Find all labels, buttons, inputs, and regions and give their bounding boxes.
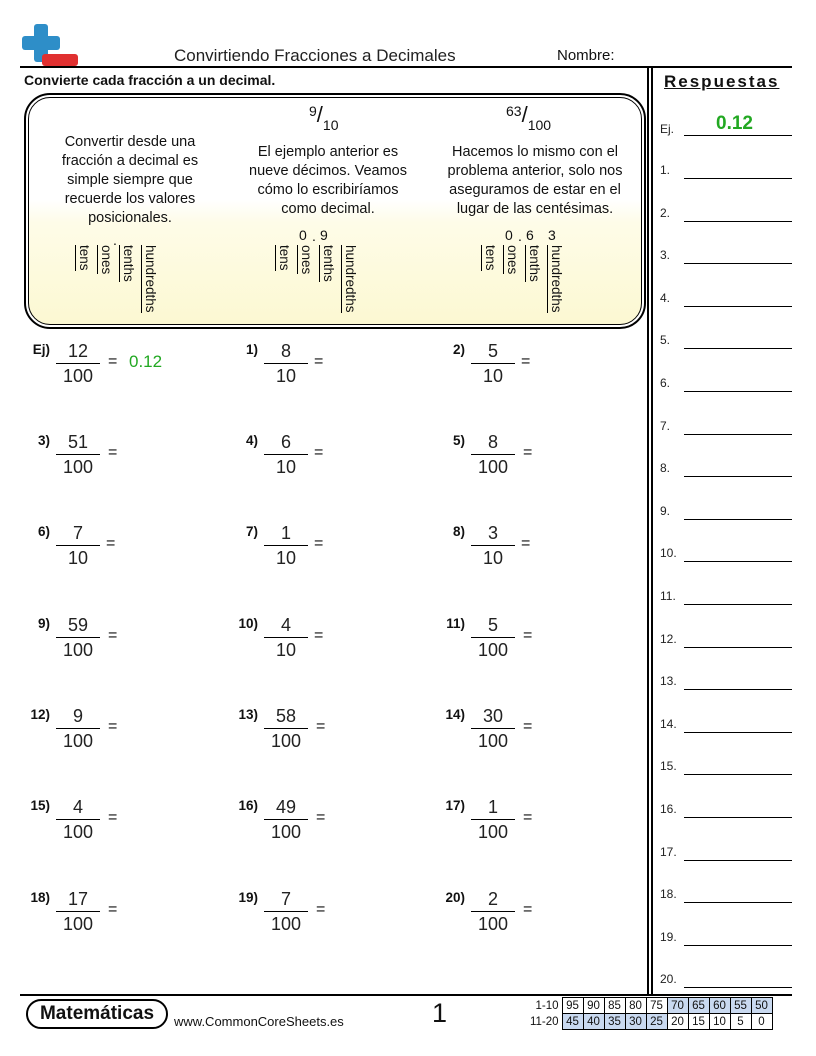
score-cell: 35 (604, 1014, 625, 1030)
score-cell: 30 (625, 1014, 646, 1030)
answer-label: 10. (660, 546, 677, 561)
denominator: 100 (477, 731, 509, 751)
numerator: 7 (280, 889, 291, 909)
denominator: 10 (67, 548, 89, 568)
problem-number: 15) (30, 798, 50, 813)
numerator: 7 (72, 523, 83, 543)
problem-number: 9) (37, 616, 50, 631)
fraction (56, 340, 100, 387)
equals-sign: = (108, 809, 118, 826)
answer-label: 11. (660, 589, 676, 603)
problem-number: 18) (30, 890, 50, 905)
answer-line[interactable] (684, 689, 792, 690)
answer-label: 18. (660, 887, 677, 902)
denominator: 100 (477, 914, 509, 934)
fraction (56, 431, 100, 478)
problem-number: 2) (452, 342, 465, 357)
answer-label: 17. (660, 844, 677, 859)
fraction-bar (56, 911, 100, 912)
fraction-bar (56, 819, 100, 820)
place-hundredths: hundredths (549, 245, 564, 313)
fraction-bar (56, 728, 100, 729)
footer-rule (20, 994, 792, 996)
answer-line[interactable] (684, 348, 792, 349)
answer-line[interactable] (684, 860, 792, 861)
answer-line[interactable] (684, 434, 792, 435)
answer-label: 4. (660, 290, 671, 305)
answer-label: 7. (660, 418, 671, 433)
denominator: 10 (275, 640, 297, 660)
numerator: 4 (280, 615, 291, 635)
fraction (56, 796, 100, 843)
score-cell: 80 (625, 998, 646, 1014)
digit-ones: 0 (299, 227, 307, 243)
score-cell: 15 (688, 1014, 709, 1030)
problem-number: 4) (245, 433, 258, 448)
denominator: 100 (270, 914, 302, 934)
fraction (56, 888, 100, 935)
answer-line[interactable] (684, 647, 792, 648)
fraction-numerator: 9 (309, 103, 317, 119)
equals-sign: = (523, 901, 533, 918)
fraction-bar (264, 728, 308, 729)
answers-title: Respuestas (664, 72, 780, 91)
denominator: 100 (62, 822, 94, 842)
fraction-denominator: 10 (322, 117, 339, 133)
answer-label: 14. (660, 716, 677, 731)
place-ones: ones (505, 245, 520, 275)
score-cell: 25 (646, 1014, 667, 1030)
answer-line[interactable] (684, 221, 792, 222)
fraction (471, 431, 515, 478)
equals-sign: = (316, 809, 326, 826)
fraction (264, 888, 308, 935)
problem-number: 6) (37, 524, 50, 539)
fraction (264, 796, 308, 843)
numerator: 4 (72, 797, 83, 817)
answer-line[interactable] (684, 945, 792, 946)
fraction (264, 431, 308, 478)
example-text-2: El ejemplo anterior es nueve décimos. Veamos cómo lo escribiríamos como decimal. (249, 144, 407, 217)
equals-sign: = (314, 535, 324, 552)
fraction-bar (264, 454, 308, 455)
digit-tenths: 6 (526, 227, 534, 243)
numerator: 1 (487, 797, 498, 817)
equals-sign: = (108, 353, 118, 370)
answer-label: 9. (660, 503, 671, 518)
problem-number: 1) (245, 342, 258, 357)
answer-line[interactable] (684, 476, 792, 477)
equals-sign: = (523, 718, 533, 735)
score-cell: 70 (667, 998, 688, 1014)
answer-label: 6. (660, 376, 671, 390)
numerator: 6 (280, 432, 291, 452)
problem-number: 11) (446, 616, 465, 631)
answer-label: 15. (660, 759, 677, 774)
fraction-bar (471, 637, 515, 638)
numerator: 9 (72, 706, 83, 726)
example-fraction-2: 9/10 (309, 102, 339, 133)
score-row (526, 1014, 772, 1030)
equals-sign: = (523, 809, 533, 826)
denominator: 10 (275, 366, 297, 386)
numerator: 58 (275, 706, 297, 726)
numerator: 8 (487, 432, 498, 452)
place-ones: ones (299, 245, 314, 275)
problem-number: 12) (30, 707, 50, 722)
equals-sign: = (316, 901, 326, 918)
denominator: 100 (62, 731, 94, 751)
fraction-bar (264, 637, 308, 638)
score-row (526, 998, 772, 1014)
score-cell: 40 (583, 1014, 604, 1030)
score-cell: 20 (667, 1014, 688, 1030)
answer-example-value: 0.12 (716, 113, 753, 134)
problem-number: 14) (445, 707, 465, 722)
digit-decimal-point: . (312, 228, 316, 244)
score-cell: 95 (562, 998, 583, 1014)
answer-line[interactable] (684, 902, 792, 903)
place-hundredths: hundredths (143, 245, 158, 313)
numerator: 17 (67, 889, 89, 909)
equals-sign: = (108, 627, 118, 644)
numerator: 5 (487, 615, 498, 635)
denominator: 100 (270, 731, 302, 751)
equals-sign: = (314, 444, 324, 461)
fraction (56, 522, 100, 569)
fraction-bar (56, 363, 100, 364)
fraction-denominator: 100 (527, 117, 552, 133)
digit-decimal-point: . (518, 228, 522, 244)
score-cell: 0 (751, 1014, 772, 1030)
denominator: 100 (62, 366, 94, 386)
place-tenths: tenths (121, 245, 136, 282)
place-tenths: tenths (321, 245, 336, 282)
answer-label: 13. (660, 674, 677, 689)
fraction-bar (471, 545, 515, 546)
answer-label: 2. (660, 205, 671, 220)
digit-ones-decimal-point: . (113, 232, 117, 248)
place-tenths: tenths (527, 245, 542, 282)
fraction (264, 705, 308, 752)
equals-sign: = (108, 901, 118, 918)
fraction (56, 614, 100, 661)
place-tens: tens (277, 245, 292, 271)
equals-sign: = (521, 353, 531, 370)
answer-label: 1. (660, 163, 671, 177)
numerator: 5 (487, 341, 498, 361)
score-cell: 10 (709, 1014, 730, 1030)
fraction (471, 796, 515, 843)
answer-divider (651, 68, 653, 994)
answer-label: 19. (660, 929, 677, 944)
fraction-bar (264, 545, 308, 546)
denominator: 100 (477, 640, 509, 660)
denominator: 10 (482, 366, 504, 386)
fraction (264, 614, 308, 661)
problem-number: 13) (238, 707, 258, 722)
problem-number: 3) (37, 433, 50, 448)
digit-hundredths: 3 (548, 227, 556, 243)
equals-sign: = (523, 627, 533, 644)
answer-line[interactable] (684, 561, 792, 562)
problem-number: 7) (245, 524, 258, 539)
equals-sign: = (314, 353, 324, 370)
problem-number: 8) (452, 524, 465, 539)
answer-label: 16. (660, 802, 677, 816)
fraction-bar (264, 911, 308, 912)
score-table (526, 997, 773, 1030)
score-cell: 85 (604, 998, 625, 1014)
equals-sign: = (523, 444, 533, 461)
score-range-label: 1-10 (535, 999, 559, 1012)
answer-label: 12. (660, 631, 677, 646)
fraction-bar (56, 454, 100, 455)
fraction-bar (56, 545, 100, 546)
answer-line[interactable] (684, 306, 792, 307)
numerator: 49 (275, 797, 297, 817)
name-label: Nombre: (557, 47, 615, 64)
answer-line[interactable] (684, 519, 792, 520)
place-tens: tens (77, 245, 92, 271)
header-rule (20, 66, 792, 68)
score-cell: 55 (730, 998, 751, 1014)
answer-line[interactable] (684, 391, 792, 392)
fraction-bar (471, 911, 515, 912)
digit-ones: 0 (505, 227, 513, 243)
numerator: 30 (482, 706, 504, 726)
example-answer: 0.12 (129, 352, 163, 371)
equals-sign: = (521, 535, 531, 552)
answer-line[interactable] (684, 178, 792, 179)
numerator: 51 (67, 432, 89, 452)
answer-line[interactable] (684, 604, 792, 605)
equals-sign: = (314, 627, 324, 644)
score-cell: 75 (646, 998, 667, 1014)
denominator: 100 (62, 457, 94, 477)
denominator: 100 (477, 457, 509, 477)
answer-label: 8. (660, 461, 671, 476)
equals-sign: = (316, 718, 326, 735)
fraction-bar (471, 819, 515, 820)
answer-line[interactable] (684, 732, 792, 733)
equals-sign: = (108, 718, 118, 735)
answer-example-label: Ej. (660, 122, 675, 136)
fraction-bar (264, 363, 308, 364)
problem-number: 20) (445, 890, 465, 905)
answer-line[interactable] (684, 987, 792, 988)
brand-badge: Matemáticas (26, 999, 168, 1029)
equals-sign: = (106, 535, 116, 552)
place-hundredths: hundredths (343, 245, 358, 313)
problem-number: 10) (238, 616, 258, 631)
fraction-bar (56, 637, 100, 638)
answer-line (684, 135, 792, 136)
worksheet-title: Convirtiendo Fracciones a Decimales (174, 46, 456, 65)
answer-line[interactable] (684, 817, 792, 818)
fraction (471, 614, 515, 661)
problem-number: Ej) (32, 342, 50, 357)
score-cell: 5 (730, 1014, 751, 1030)
plus-minus-icon (22, 24, 80, 68)
score-cell: 45 (562, 1014, 583, 1030)
example-text-1: Convertir desde una fracción a decimal es simple siempre que recuerde los valores posicionales. (61, 134, 199, 226)
place-ones: ones (99, 245, 114, 275)
fraction-numerator: 63 (506, 103, 522, 119)
fraction (264, 340, 308, 387)
problem-number: 5) (452, 433, 465, 448)
answer-label: 20. (660, 972, 677, 987)
score-cell: 90 (583, 998, 604, 1014)
fraction (56, 705, 100, 752)
numerator: 12 (67, 341, 89, 361)
fraction (471, 888, 515, 935)
fraction (264, 522, 308, 569)
denominator: 10 (275, 548, 297, 568)
website: www.CommonCoreSheets.es (174, 1014, 344, 1029)
score-cell: 60 (709, 998, 730, 1014)
denominator: 100 (62, 914, 94, 934)
numerator: 59 (67, 615, 89, 635)
score-cell: 50 (751, 998, 772, 1014)
problem-number: 16) (238, 798, 258, 813)
example-text-3: Hacemos lo mismo con el problema anterior, solo nos aseguramos de estar en el lugar de las centésimas. (447, 144, 623, 217)
fraction-bar (471, 454, 515, 455)
problem-number: 19) (238, 890, 258, 905)
fraction (471, 340, 515, 387)
page-number: 1 (432, 998, 448, 1028)
denominator: 10 (482, 548, 504, 568)
numerator: 8 (280, 341, 291, 361)
fraction-bar (471, 363, 515, 364)
digit-tenths: 9 (320, 227, 328, 243)
problem-number: 17) (445, 798, 465, 813)
fraction-bar (471, 728, 515, 729)
place-tens: tens (483, 245, 498, 271)
answer-divider (647, 68, 649, 994)
answer-label: 5. (660, 333, 671, 348)
answer-label: 3. (660, 248, 671, 263)
denominator: 100 (270, 822, 302, 842)
example-fraction-3: 63/100 (506, 102, 552, 133)
equals-sign: = (108, 444, 118, 461)
answer-line[interactable] (684, 263, 792, 264)
numerator: 3 (487, 523, 498, 543)
instructions: Convierte cada fracción a un decimal. (24, 72, 276, 88)
numerator: 1 (280, 523, 291, 543)
fraction (471, 705, 515, 752)
score-cell: 65 (688, 998, 709, 1014)
denominator: 10 (275, 457, 297, 477)
answer-line[interactable] (684, 774, 792, 775)
numerator: 2 (487, 889, 498, 909)
denominator: 100 (477, 822, 509, 842)
score-range-label: 11-20 (529, 1015, 559, 1028)
fraction-bar (264, 819, 308, 820)
denominator: 100 (62, 640, 94, 660)
fraction (471, 522, 515, 569)
